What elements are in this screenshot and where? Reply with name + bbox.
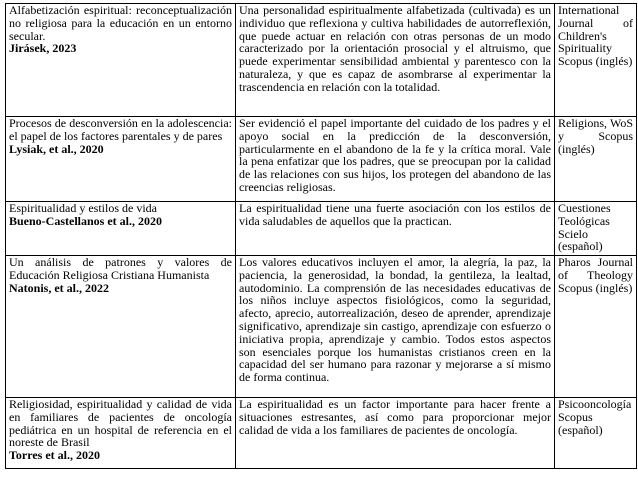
study-title: Alfabetización espiritual: reconceptualización no religiosa para la educación en un entorno secular. bbox=[9, 3, 232, 43]
study-authors: Jirásek, 2023 bbox=[9, 41, 77, 56]
finding-cell bbox=[236, 4, 555, 117]
study-source: Pharos Journal of Theology Scopus (inglés) bbox=[558, 255, 633, 295]
source-cell bbox=[555, 398, 637, 469]
table-row bbox=[6, 256, 637, 398]
source-cell bbox=[555, 117, 637, 202]
study-cell bbox=[6, 4, 236, 117]
table-row bbox=[6, 202, 637, 256]
study-authors: Bueno-Castellanos et al., 2020 bbox=[9, 213, 162, 228]
study-cell bbox=[6, 256, 236, 398]
study-source: International Journal of Children's Spirituality Scopus (inglés) bbox=[558, 3, 633, 69]
table-row bbox=[6, 4, 637, 117]
finding-cell bbox=[236, 256, 555, 398]
study-cell bbox=[6, 398, 236, 469]
study-cell bbox=[6, 202, 236, 256]
finding-cell bbox=[236, 398, 555, 469]
table-row bbox=[6, 117, 637, 202]
study-authors: Torres et al., 2020 bbox=[9, 448, 100, 463]
table-row bbox=[6, 398, 637, 469]
study-finding: La espiritualidad es un factor importante para hacer frente a situaciones estresantes, así como para proporcionar mejor calidad de vida a los familiares de pacientes de oncología. bbox=[239, 397, 551, 437]
study-finding: Los valores educativos incluyen el amor, la alegría, la paz, la paciencia, la generosidad, la bondad, la gentileza, la lealtad, autodominio. La comprensión de las necesidades educativas de los niños incluye aspectos fisiológicos, como la seguridad, afecto, aprecio, autorrealización, deseo de aprender, aprendizaje significativo, aprendizaje sin castigo, aprendizaje con esfuerzo o iniciativa propia, aprendizaje y cambio. Todos estos aspectos son esenciales porque los humanistas cristianos creen en la capacidad del ser humano para razonar y mejorarse a sí mismo de forma continua. bbox=[239, 255, 551, 385]
study-source: Psicooncología Scopus (español) bbox=[558, 397, 632, 437]
study-authors: Natonis, et al., 2022 bbox=[9, 280, 109, 295]
source-cell bbox=[555, 256, 637, 398]
finding-cell bbox=[236, 202, 555, 256]
literature-review-table bbox=[5, 3, 637, 469]
source-cell bbox=[555, 4, 637, 117]
study-title: Espiritualidad y estilos de vida bbox=[9, 201, 157, 215]
source-cell bbox=[555, 202, 637, 256]
study-title: Un análisis de patrones y valores de Educación Religiosa Cristiana Humanista bbox=[9, 255, 232, 282]
study-source: Religions, WoS y Scopus (inglés) bbox=[558, 116, 633, 156]
study-cell bbox=[6, 117, 236, 202]
study-authors: Lysiak, et al., 2020 bbox=[9, 141, 104, 156]
study-title: Religiosidad, espiritualidad y calidad de vida en familiares de pacientes de oncología pediátrica en un hospital de referencia en el noreste de Brasil bbox=[9, 397, 232, 450]
study-finding: Ser evidenció el papel importante del cuidado de los padres y el apoyo social en la predicción de la desconversión, particularmente en el abandono de la fe y la crítica moral. Vale la pena enfatizar que los padres, que se preocupan por la calidad de las relaciones con sus hijos, los protegen del abandono de las creencias religiosas. bbox=[239, 116, 551, 194]
study-title: Procesos de desconversión en la adolescencia: el papel de los factores parentales y de pares bbox=[9, 116, 232, 143]
study-finding: La espiritualidad tiene una fuerte asociación con los estilos de vida saludables de aquellos que la practican. bbox=[239, 201, 551, 228]
finding-cell bbox=[236, 117, 555, 202]
study-source: Cuestiones Teológicas Scielo (español) bbox=[558, 201, 611, 254]
study-finding: Una personalidad espiritualmente alfabetizada (cultivada) es un individuo que reflexiona y cultiva habilidades de autorreflexión, que puede actuar en relación con otras personas de un modo caracterizado por la orientación prosocial y el altruismo, que puede experimentar sensibilidad ambiental y parentesco con la naturaleza, y que es capaz de asombrarse al experimentar la trascendencia en relación con la totalidad. bbox=[239, 3, 551, 94]
